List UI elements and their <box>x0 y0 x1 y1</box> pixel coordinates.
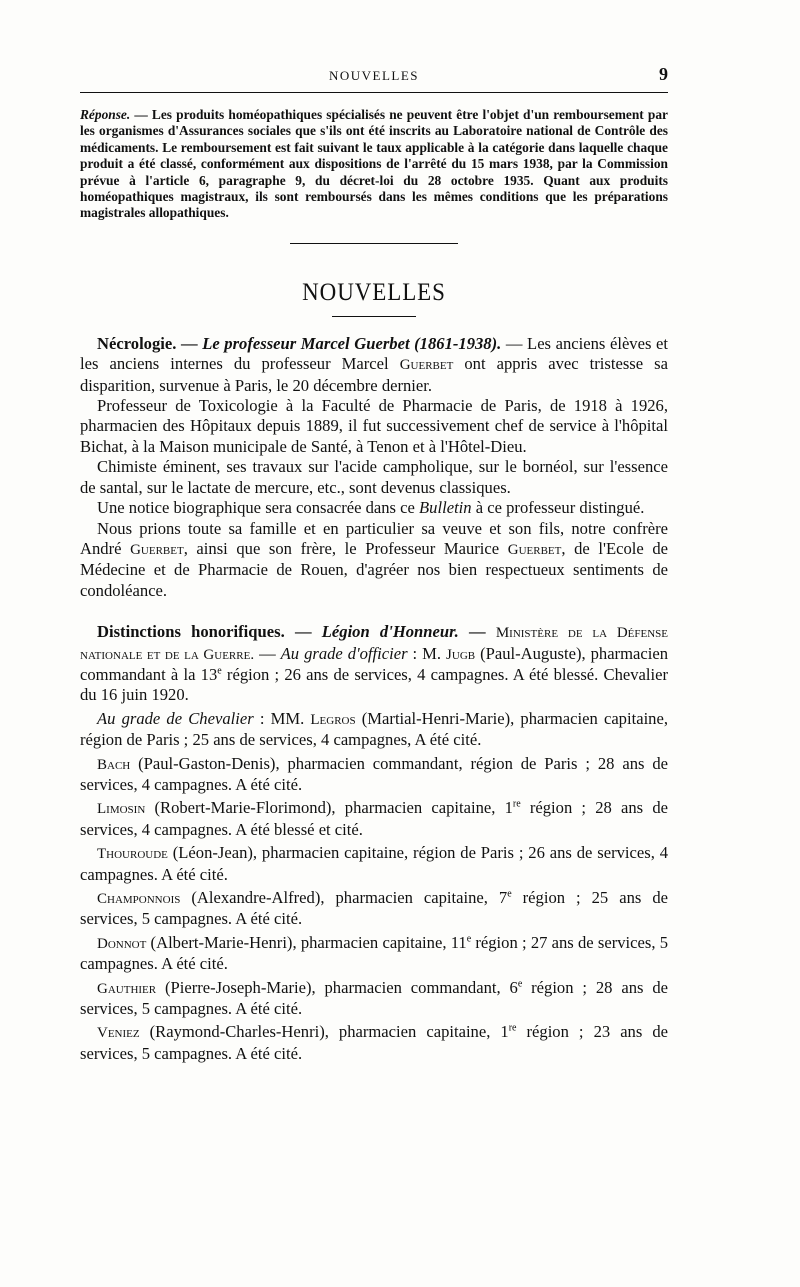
distinctions-p1 <box>80 622 668 706</box>
surname: Thouroude <box>97 846 168 863</box>
text-run: (Paul-Auguste), pharmacien commandant à la 13 <box>80 643 668 684</box>
surname: Guerbet <box>130 541 184 558</box>
surname: Jugb <box>446 646 476 663</box>
grade-officier: Au grade d'officier <box>280 643 408 663</box>
necrologie-section <box>80 334 668 601</box>
entry-thouroude <box>80 843 668 885</box>
text-run: (Raymond-Charles-Henri), pharmacien capitaine, 1 <box>139 1022 509 1042</box>
ordinal-sup: e <box>217 665 222 677</box>
dash: — <box>458 622 496 642</box>
text-run: : M. <box>407 643 447 663</box>
page-content <box>80 66 668 1064</box>
text-run: (Robert-Marie-Florimond), pharmacien capitaine, 1 <box>145 798 513 818</box>
surname: Legros <box>310 711 356 728</box>
text-run: région ; 28 ans de services, 4 campagnes. A été blessé et cité. <box>80 798 668 839</box>
distinctions-section <box>80 622 668 1064</box>
ordinal-sup: e <box>466 933 472 945</box>
section-title: NOUVELLES <box>302 278 446 306</box>
text-run: , de l'Ecole de Médecine et de Pharmacie de Rouen, d'agréer nos bien respectueux sentiments de condoléance. <box>80 538 669 600</box>
running-title: NOUVELLES <box>328 68 420 83</box>
text-run: région ; 23 ans de services, 5 campagnes. A été cité. <box>80 1022 668 1063</box>
reponse-lead: Réponse. <box>80 107 131 122</box>
entry-gauthier <box>80 978 668 1020</box>
necrologie-p2: Professeur de Toxicologie à la Faculté de Pharmacie de Paris, de 1918 à 1926, pharmacien des Hôpitaux depuis 1889, il fut successivement chef de service à l'hôpital Bichat, à la Maison municipale de Santé, à Tenon et à l'Hôtel-Dieu. <box>80 396 668 456</box>
necrologie-p4 <box>80 498 668 518</box>
entry-bach <box>80 754 668 796</box>
text-run: Une notice biographique sera consacrée dans ce <box>97 498 420 518</box>
grade-chevalier: Au grade de Chevalier <box>97 708 254 728</box>
entry-champonnois <box>80 888 668 930</box>
distinctions-heading: Distinctions honorifiques. <box>97 622 285 642</box>
title-underline <box>332 316 416 317</box>
text-run: : MM. <box>253 708 311 728</box>
dash: — <box>176 333 203 353</box>
text-run: (Léon-Jean), pharmacien capitaine, région de Paris ; 26 ans de services, 4 campagnes. A été cité. <box>80 843 668 884</box>
surname: Veniez <box>97 1025 140 1042</box>
entry-limosin <box>80 798 668 840</box>
entry-veniez <box>80 1022 668 1064</box>
text-run: , ainsi que son frère, le Professeur Maurice <box>183 538 508 558</box>
entry-donnot <box>80 933 668 975</box>
surname: Donnot <box>97 935 147 952</box>
surname: Gauthier <box>97 980 157 997</box>
reponse-text: — Les produits homéopathiques spécialisés ne peuvent être l'objet d'un remboursement par les organismes d'Assurances sociales que s'ils ont été inscrits au Laboratoire national de Contrôle des médicaments. Le remboursement est fait suivant le taux applicable à la catégorie dans laquelle chaque produit a été classé, conformément aux dispositions de l'arrêté du 15 mars 1938, par la Commission prévue à l'article 6, paragraphe 9, du décret-loi du 28 octobre 1935. Quant aux produits homéopathiques magistraux, ils sont remboursés dans les mêmes conditions que les préparations magistrales allopathiques. <box>80 107 668 221</box>
entry-legros <box>80 709 668 751</box>
bulletin-title: Bulletin <box>419 498 472 518</box>
section-separator <box>290 243 458 244</box>
text-run: région ; 25 ans de services, 5 campagnes. A été cité. <box>80 888 668 929</box>
ministry-name: Ministère de la Défense nationale et de la Guerre. <box>80 625 669 663</box>
surname: Limosin <box>97 801 146 818</box>
surname: Guerbet <box>399 357 454 374</box>
reponse-paragraph <box>80 107 668 222</box>
surname: Guerbet <box>507 541 562 558</box>
ordinal-sup: e <box>517 978 523 990</box>
text-run: (Pierre-Joseph-Marie), pharmacien commandant, 6 <box>156 977 518 997</box>
text-run: (Alexandre-Alfred), pharmacien capitaine, 7 <box>180 888 508 907</box>
necrologie-p5 <box>80 519 668 602</box>
necrologie-heading: Nécrologie. <box>97 333 177 353</box>
text-run: région ; 26 ans de services, 4 campagnes. A été blessé. Chevalier du 16 juin 1920. <box>80 664 669 705</box>
page-number: 9 <box>659 64 668 84</box>
text-run: (Albert-Marie-Henri), pharmacien capitaine, 11 <box>146 932 467 952</box>
necrologie-p1 <box>80 334 668 396</box>
necrologie-subheading: Le professeur Marcel Guerbet (1861-1938). <box>202 333 502 353</box>
distinctions-subheading: Légion d'Honneur. <box>321 622 459 642</box>
text-run: à ce professeur distingué. <box>471 498 645 518</box>
ordinal-sup: re <box>508 1022 517 1034</box>
dash: — <box>284 622 322 642</box>
text-run: (Paul-Gaston-Denis), pharmacien commandant, région de Paris ; 28 ans de services, 4 campagnes. A été cité. <box>80 753 668 794</box>
text-run: ont appris avec tristesse sa disparition, survenue à Paris, le 20 décembre dernier. <box>80 354 668 395</box>
dash: — <box>254 643 281 663</box>
ordinal-sup: e <box>507 888 512 900</box>
text-run: région ; 27 ans de services, 5 campagnes. A été cité. <box>80 932 668 974</box>
text-run: région ; 28 ans de services, 5 campagnes. A été cité. <box>80 977 668 1019</box>
ordinal-sup: re <box>512 798 521 810</box>
text-run: (Martial-Henri-Marie), pharmacien capitaine, région de Paris ; 25 ans de services, 4 campagnes, A été cité. <box>80 708 668 750</box>
text-run: — Les anciens élèves et les anciens internes du professeur Marcel <box>80 333 668 374</box>
text-run: Nous prions toute sa famille et en particulier sa veuve et son fils, notre confrère André <box>80 518 668 558</box>
surname: Champonnois <box>97 891 181 907</box>
surname: Bach <box>97 756 131 773</box>
necrologie-p3: Chimiste éminent, ses travaux sur l'acide campholique, sur le bornéol, sur l'essence de santal, sur le lactate de mercure, etc., sont devenus classiques. <box>80 457 668 497</box>
page-header <box>80 66 668 93</box>
